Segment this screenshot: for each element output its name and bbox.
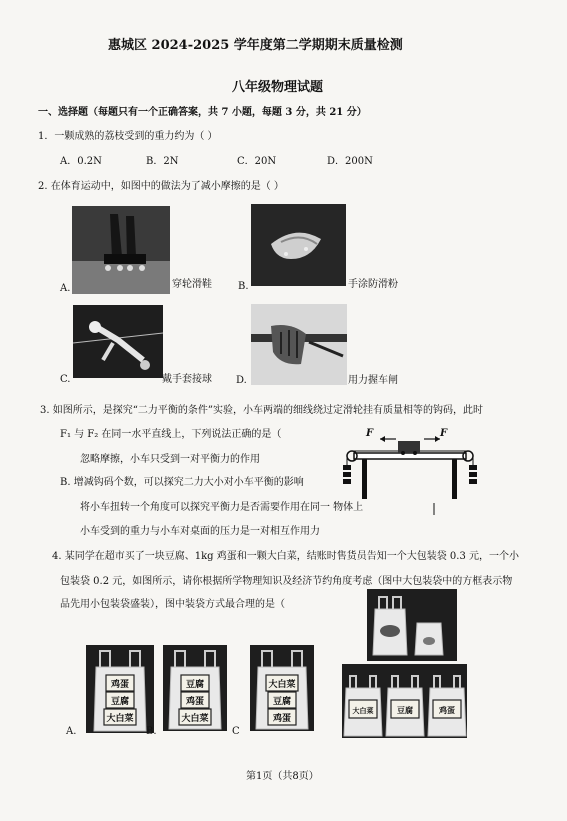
q2-option-a-letter: A. [60,283,71,294]
q4-option-a-letter: A. [66,726,77,737]
q3-option-a: 忽略摩擦，小车只受到一对平衡力的作用 [80,454,260,465]
q4-b-item-1: 豆腐 [185,680,205,690]
q4-stem-line2: 包装袋 0.2 元，如图所示，请你根据所学物理知识及经济节约角度考虑（图中大包装袋中的方框表示物 [60,576,513,587]
q4-option-b-letter: B. [146,726,157,737]
page-number: 第1页（共8页） [246,771,319,782]
q2-option-a-caption: 穿轮滑鞋 [172,279,212,290]
q1-option-d: D．200N [327,156,373,167]
q4-a-item-1: 鸡蛋 [110,680,130,690]
q1-option-c: C．20N [237,156,277,167]
q4-b-item-2: 鸡蛋 [185,697,205,707]
q4-option-a-bag [86,645,154,733]
section-heading: 一、选择题（每题只有一个正确答案，共 7 小题，每题 3 分，共 21 分） [38,107,367,118]
q2-option-b-caption: 手涂防滑粉 [348,279,398,290]
q2-stem: 2. 在体育运动中，如图中的做法为了减小摩擦的是（ ） [38,181,284,192]
q4-option-d-bags [342,664,467,738]
q4-photo-bags [367,589,457,661]
q3-option-c: 将小车扭转一个角度可以探究平衡力是否需要作用在同一 物体上 [80,502,364,513]
exam-subtitle: 八年级物理试题 [232,80,324,95]
q3-stem-line2: F₁ 与 F₂ 在同一水平直线上，下列说法正确的是（ [60,429,282,440]
q4-option-c-bag [250,645,314,731]
q3-force-left-label: F [366,428,374,439]
q2-photo-brake-lever [251,304,347,385]
q4-a-item-2: 豆腐 [110,697,130,707]
q4-d-item-3: 鸡蛋 [439,706,455,715]
q3-stem-line1: 3. 如图所示，是探究“二力平衡的条件”实验，小车两端的细线绕过定滑轮挂有质量相等的钩码，此时 [40,405,483,416]
q3-apparatus-figure [340,425,480,515]
q2-photo-skates [72,206,170,294]
q2-photo-chalk-hands [251,204,346,286]
q4-stem-line1: 4. 某同学在超市买了一块豆腐、1kg 鸡蛋和一颗大白菜，结账时售货员告知一个大包装袋 0.3 元，一个小 [52,551,519,562]
q2-photo-goalkeeper [73,305,163,378]
q4-c-item-2: 豆腐 [272,697,292,707]
q4-d-item-2: 豆腐 [397,706,413,715]
q2-option-d-letter: D. [236,375,247,386]
q3-option-b: B. 增减钩码个数，可以探究二力大小对小车平衡的影响 [60,477,304,488]
q2-option-b-letter: B. [238,281,249,292]
exam-title: 惠城区 2024-2025 学年度第二学期期末质量检测 [108,38,403,53]
q4-a-item-3: 大白菜 [106,714,134,724]
q3-option-d: 小车受到的重力与小车对桌面的压力是一对相互作用力 [80,526,320,537]
q4-d-item-1: 大白菜 [352,707,374,715]
q1-stem: 1．一颗成熟的荔枝受到的重力约为（ ） [38,131,218,142]
q4-option-b-bag [163,645,227,731]
q4-stem-line3: 品先用小包装袋盛装），图中装袋方式最合理的是（ [60,599,285,610]
q1-option-a: A．0.2N [60,156,102,167]
q4-b-item-3: 大白菜 [181,714,209,724]
q4-option-c-letter: C [232,726,240,737]
q1-option-b: B．2N [146,156,179,167]
q2-option-d-caption: 用力握车闸 [348,375,398,386]
q4-c-item-1: 大白菜 [268,680,296,690]
q2-option-c-letter: C. [60,374,71,385]
q3-force-right-label: F [440,428,448,439]
q4-c-item-3: 鸡蛋 [272,714,292,724]
q2-option-c-caption: 戴手套接球 [162,374,212,385]
